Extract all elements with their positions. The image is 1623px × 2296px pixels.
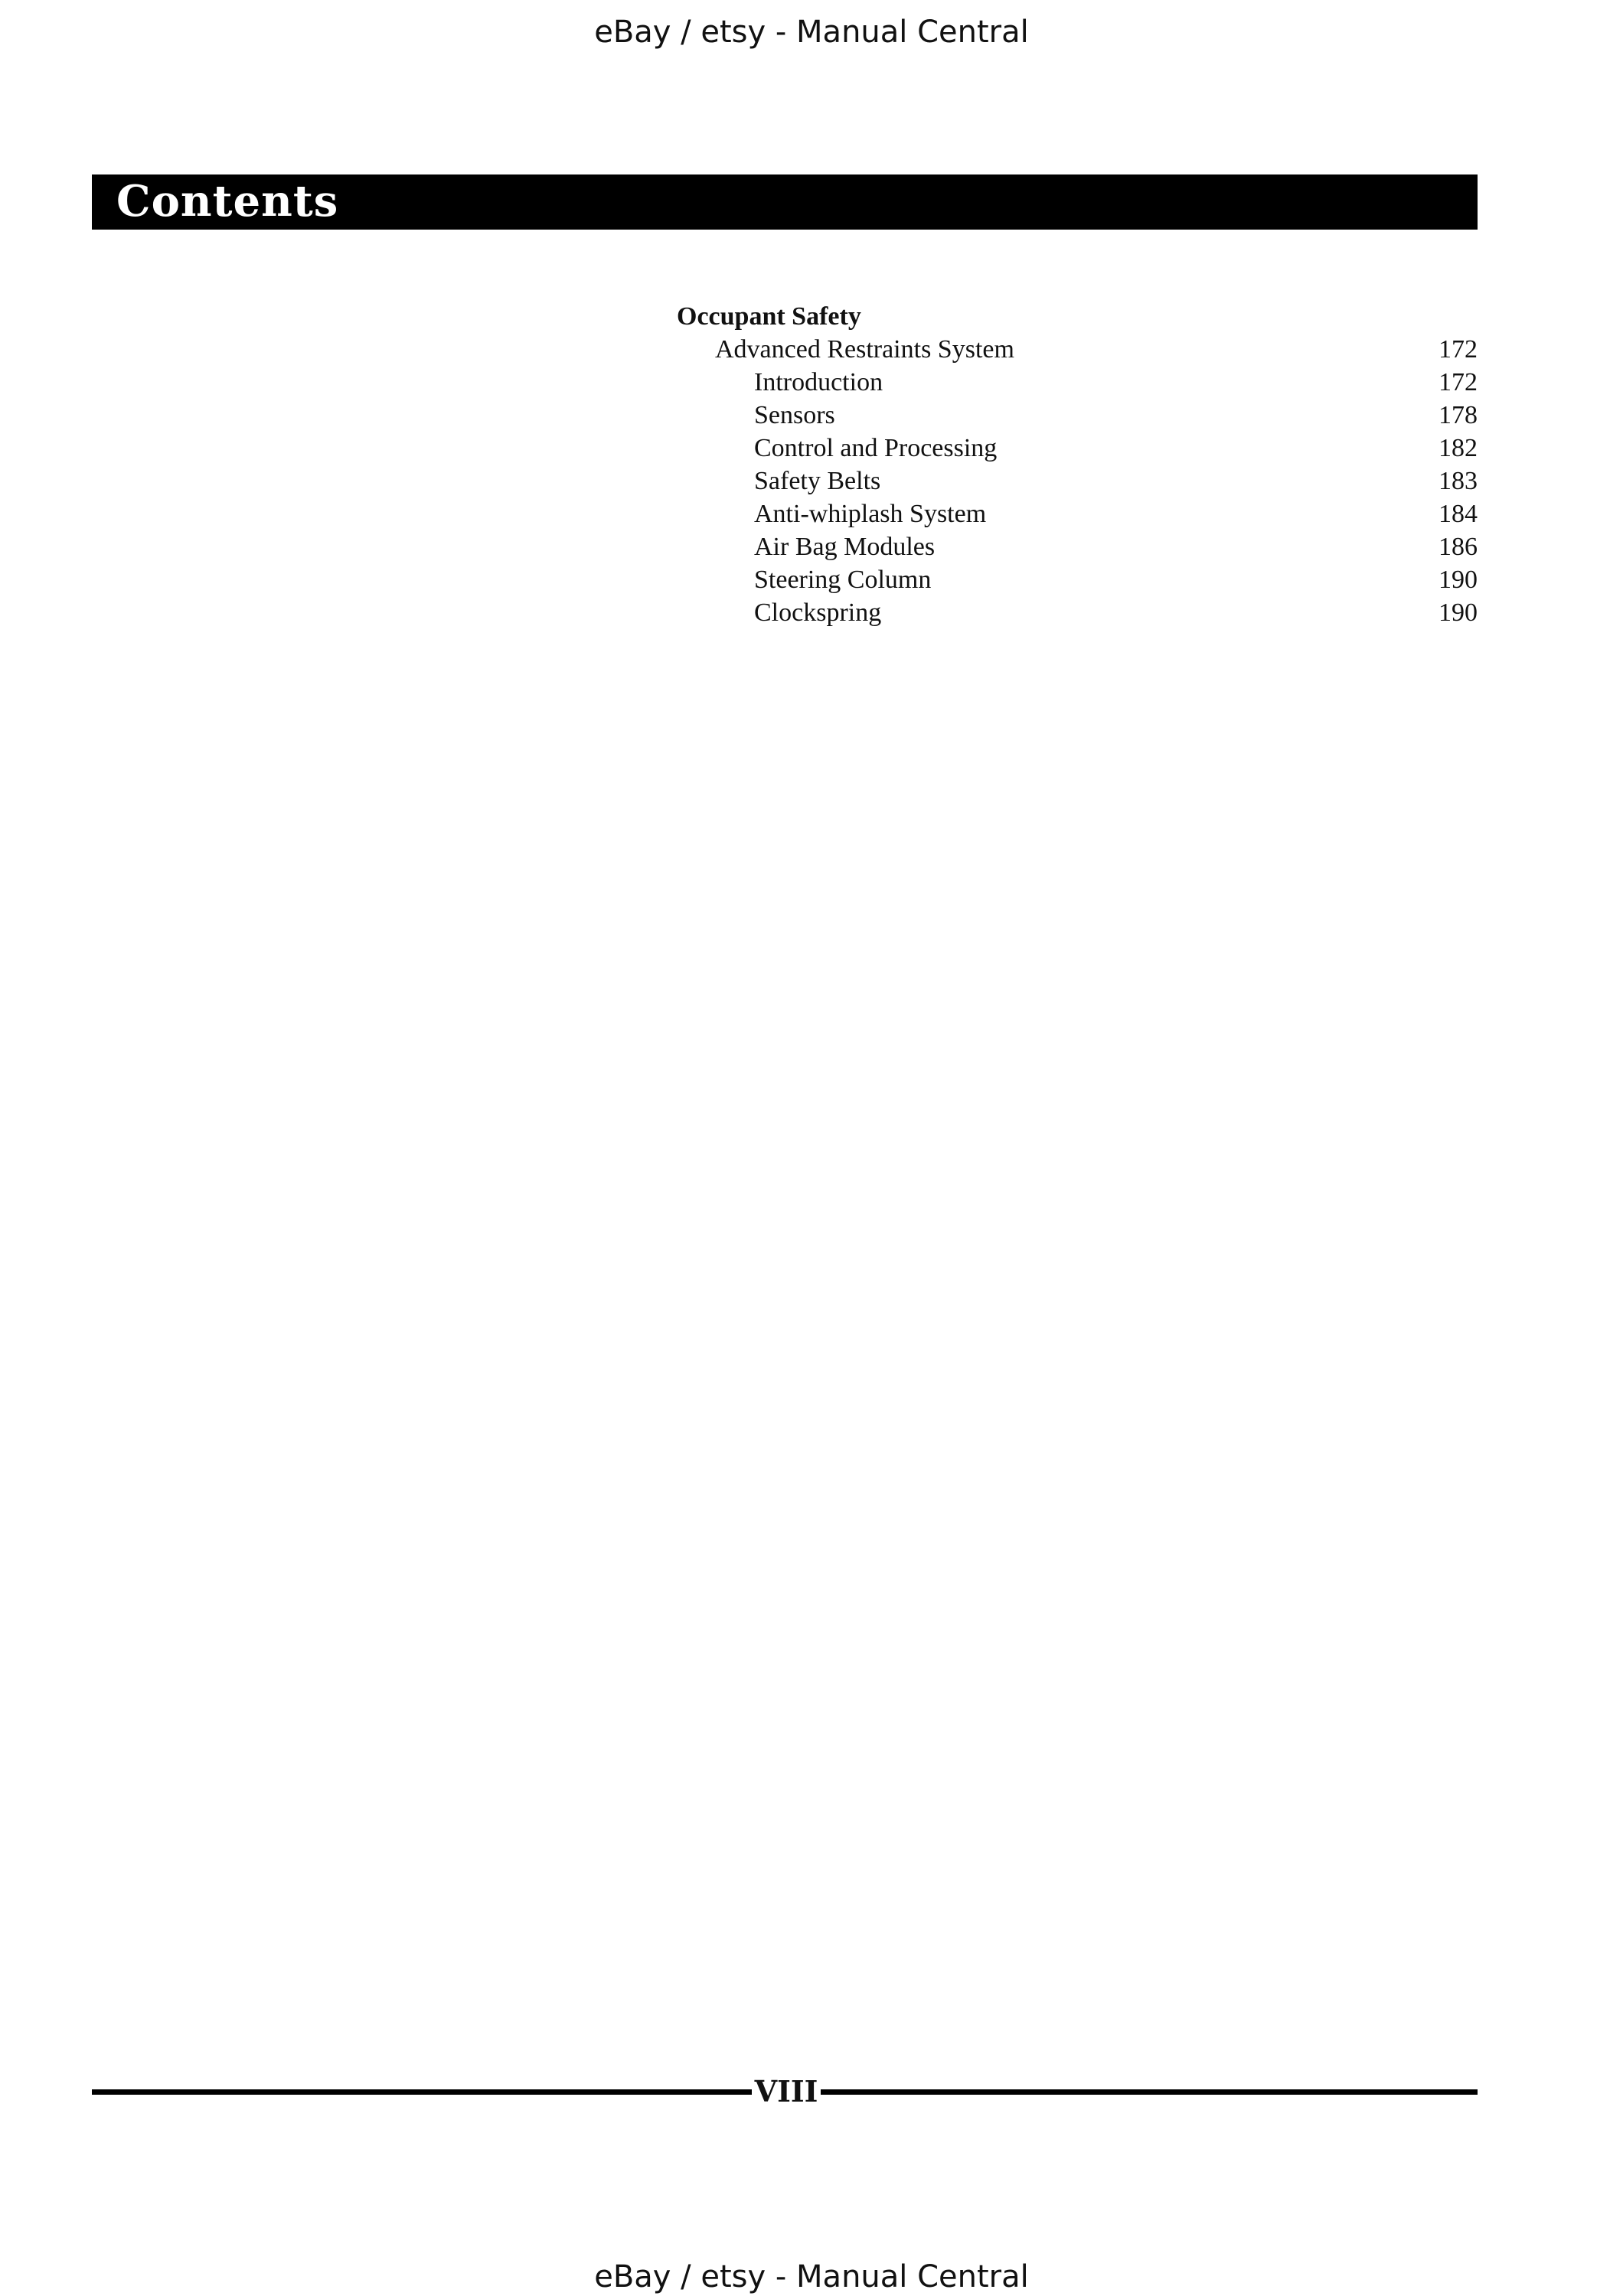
toc-entry-page: 172 [1438, 368, 1478, 396]
toc-entry-label: Air Bag Modules [754, 533, 936, 561]
toc-entry-air-bag-modules[interactable] [677, 530, 1478, 563]
footer-rule-right [821, 2089, 1478, 2095]
toc-entry-page: 182 [1438, 434, 1478, 462]
page-number: VIII [754, 2074, 818, 2108]
toc-entry-label: Sensors [754, 401, 835, 429]
toc-entry-page: 183 [1438, 467, 1478, 495]
toc-entry-anti-whiplash-system[interactable] [677, 497, 1478, 530]
toc-entry-advanced-restraints-system[interactable] [677, 333, 1478, 366]
toc-entry-label: Control and Processing [754, 434, 998, 462]
toc-entry-introduction[interactable] [677, 366, 1478, 399]
toc-entry-steering-column[interactable] [677, 563, 1478, 596]
toc-entry-label: Safety Belts [754, 467, 881, 495]
page-title: Contents [116, 176, 339, 227]
toc-section-heading: Occupant Safety [677, 302, 861, 331]
toc-entry-page: 172 [1438, 335, 1478, 364]
toc-entry-label: Clockspring [754, 598, 882, 627]
toc-entry-label: Introduction [754, 368, 883, 396]
footer-rule-left [92, 2089, 752, 2095]
watermark-top: eBay / etsy - Manual Central [594, 15, 1029, 50]
table-of-contents [677, 300, 1478, 629]
toc-entry-label: Steering Column [754, 566, 932, 594]
toc-entry-sensors[interactable] [677, 399, 1478, 432]
toc-entry-label: Advanced Restraints System [715, 335, 1014, 364]
toc-entry-clockspring[interactable] [677, 596, 1478, 629]
watermark-bottom: eBay / etsy - Manual Central [594, 2259, 1029, 2294]
toc-entry-page: 190 [1438, 598, 1478, 627]
toc-entry-page: 190 [1438, 566, 1478, 594]
contents-title-bar [92, 174, 1478, 230]
toc-entry-page: 186 [1438, 533, 1478, 561]
toc-entry-label: Anti-whiplash System [754, 500, 987, 528]
toc-entry-page: 184 [1438, 500, 1478, 528]
toc-entry-page: 178 [1438, 401, 1478, 429]
toc-entry-control-and-processing[interactable] [677, 432, 1478, 465]
toc-entry-safety-belts[interactable] [677, 465, 1478, 497]
